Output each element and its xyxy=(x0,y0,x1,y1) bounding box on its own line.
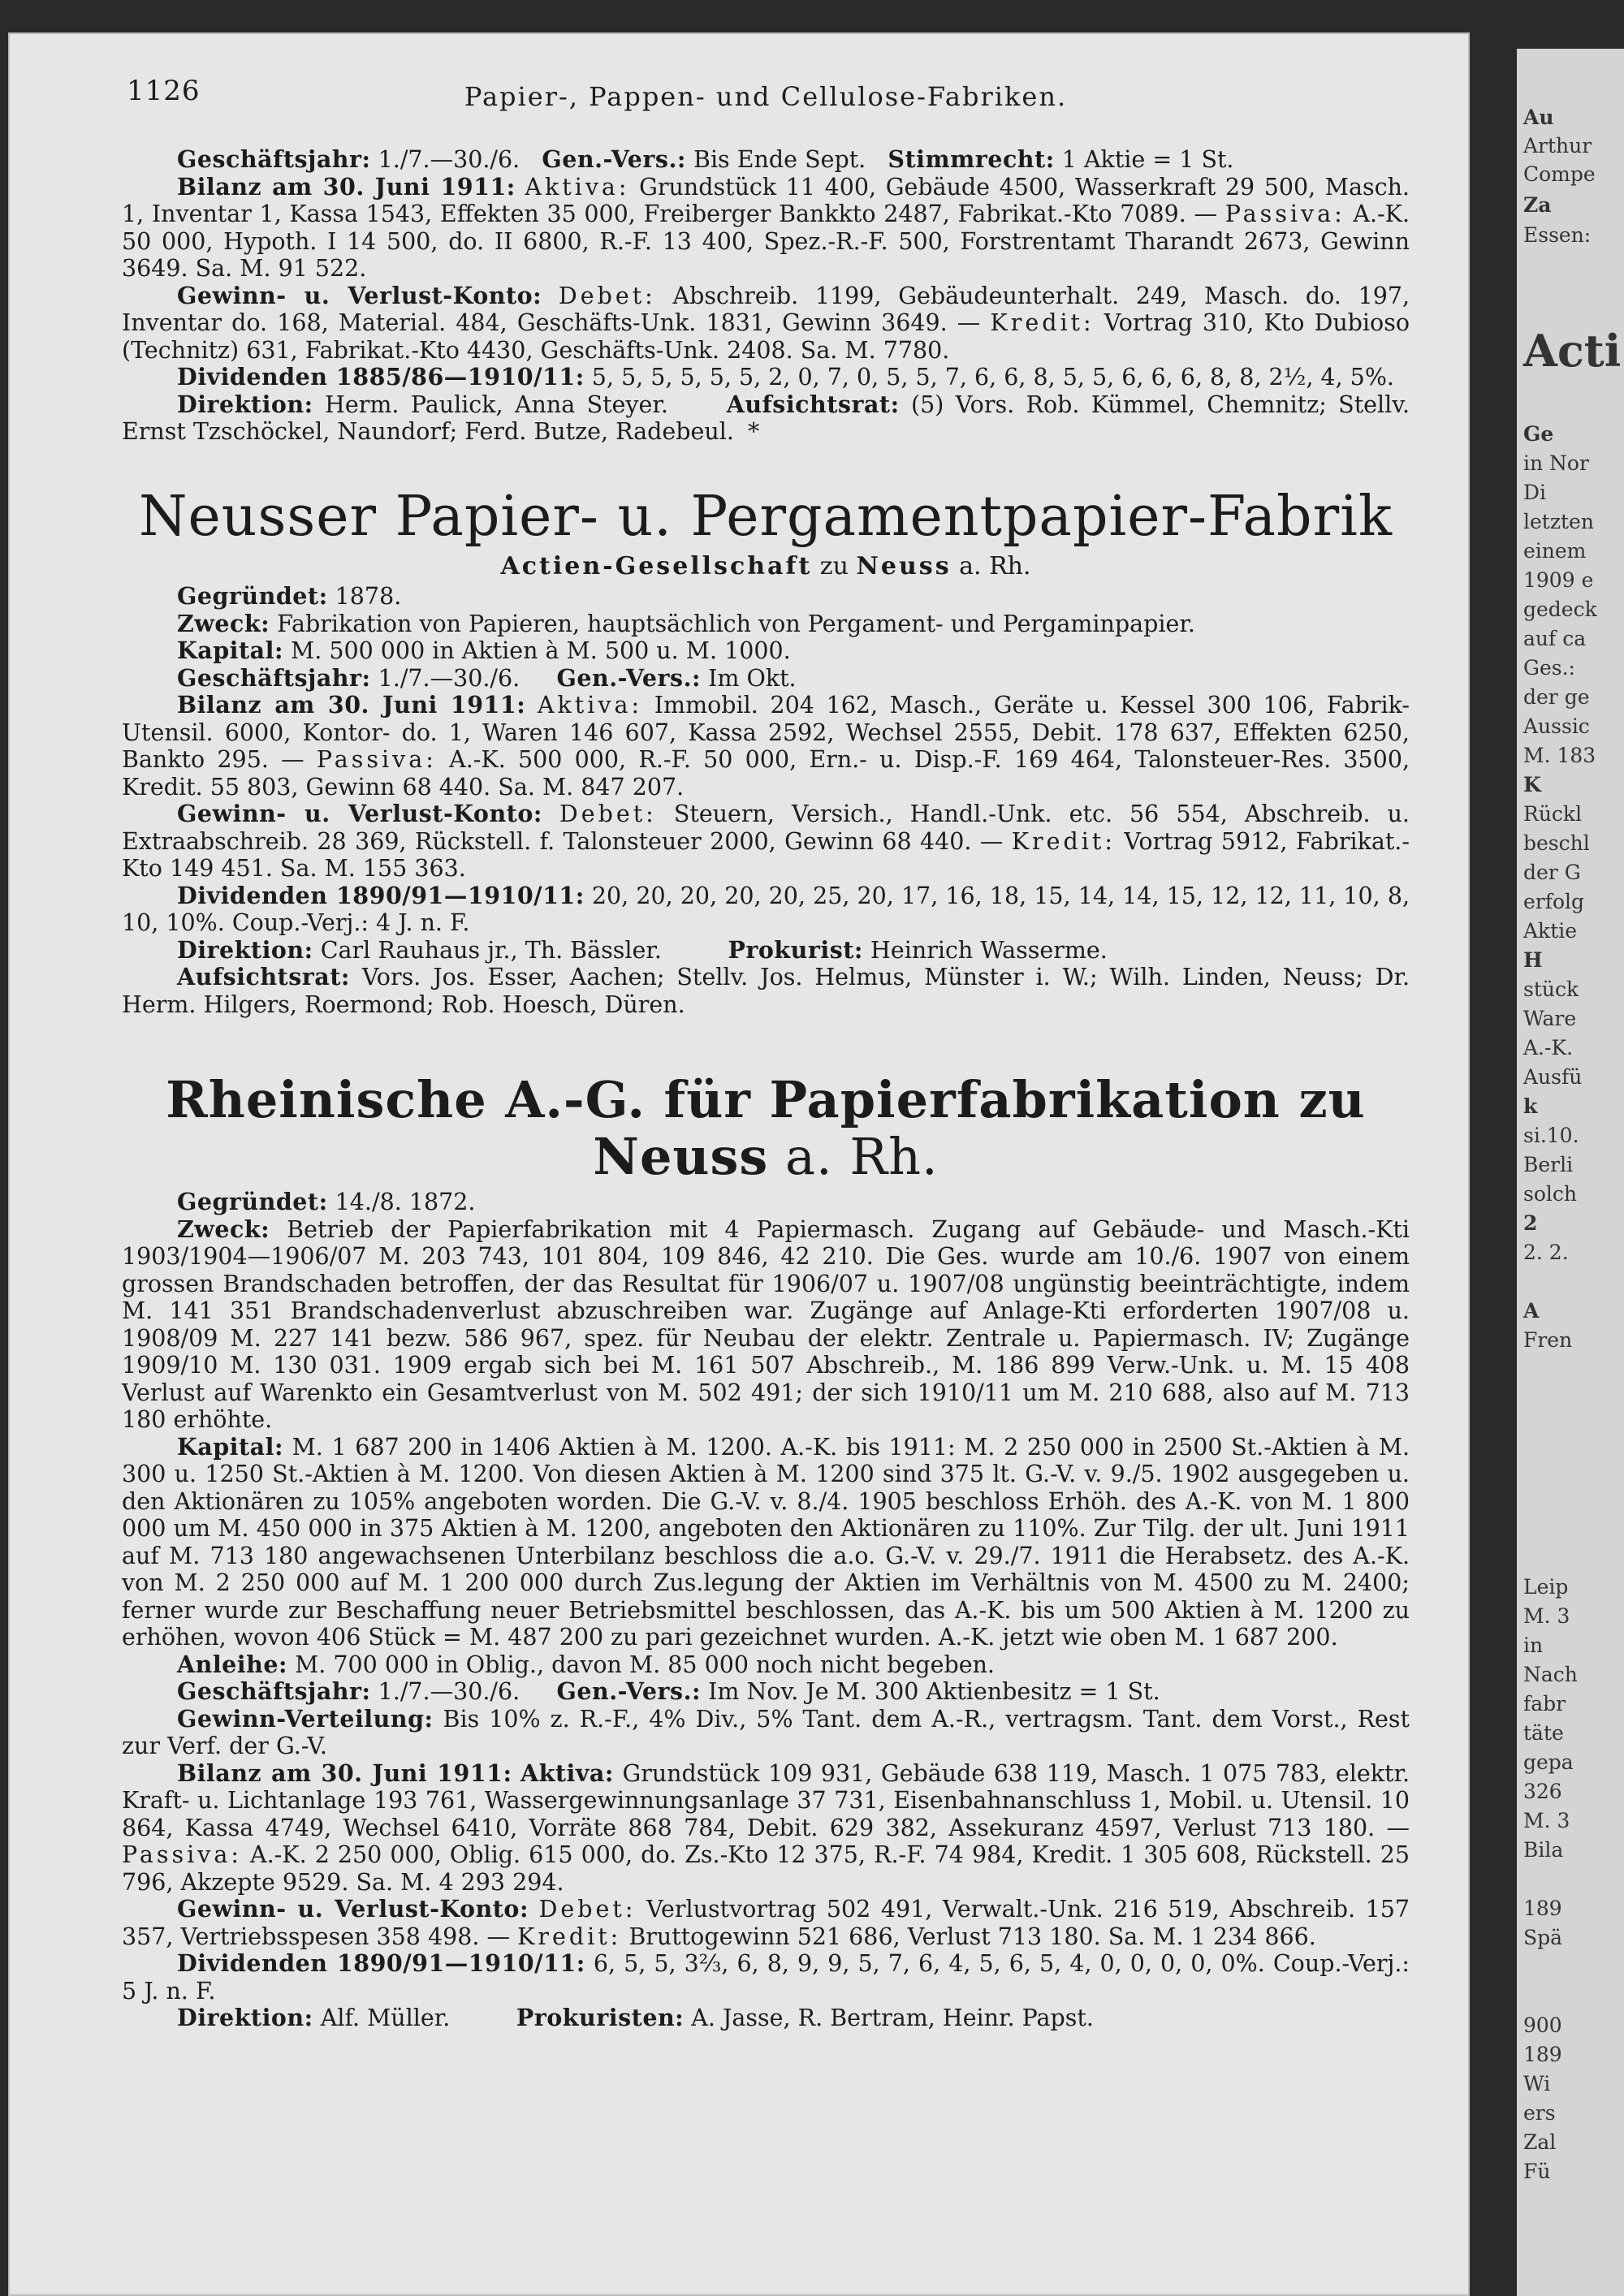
adjacent-page-fragment: Au xyxy=(1523,106,1554,129)
passiva-word: Passiva: xyxy=(1224,201,1345,227)
label: Geschäftsjahr: xyxy=(177,1677,371,1705)
adjacent-page-fragment: M. 3 xyxy=(1523,1809,1570,1832)
profit-loss-account xyxy=(122,801,1410,883)
dividends xyxy=(122,883,1410,937)
value: 14./8. 1872. xyxy=(335,1189,476,1215)
adjacent-page-fragment: in xyxy=(1523,1634,1544,1657)
dividends xyxy=(122,364,1410,391)
adjacent-page-fragment: fabr xyxy=(1523,1692,1566,1716)
supervisory-board xyxy=(122,964,1410,1018)
adjacent-page-fragment: Ausfü xyxy=(1523,1065,1583,1089)
kredit-word: Kredit: xyxy=(1011,827,1116,855)
value: 5, 5, 5, 5, 5, 5, 2, 0, 7, 0, 5, 5, 7, 6, 6, 8, 5, 5, 6, 6, 6, 8, 8, 2½, 4, 5%. xyxy=(591,364,1394,391)
label: Gewinn- u. Verlust-Konto: xyxy=(177,281,542,309)
value: Betrieb der Papierfabrikation mit 4 Papiermasch. Zugang auf Gebäude- und Masch.-Kti 1903/1904—1906/07 M. 203 743, 101 804, 109 846, 42 210. Die Ges. wurde am 10./6. 1907 von einem grossen Brandschaden betroffen, der das Resultat für 1906/07 u. 1907/08 ungünstig beeinträchtigte, indem M. 141 351 Brandschadenverlust abzuschreiben war. Zugänge auf Anlage-Kti erforderten 1907/08 u. 1908/09 M. 227 141 bezw. 586 967, spez. für Neubau der elektr. Zentrale u. Papiermasch. IV; Zugänge 1909/10 M. 130 031. 1909 ergab sich bei M. 161 507 Abschreib., M. 186 899 Verw.-Unk. u. M. 15 408 Verlust auf Warenkto ein Gesamtverlust von M. 502 491; der sich 1910/11 um M. 210 688, also auf M. 713 180 erhöhte. xyxy=(122,1215,1410,1433)
adjacent-page-fragment: 900 xyxy=(1523,2013,1562,2037)
adjacent-page-fragment: erfolg xyxy=(1523,890,1585,913)
adjacent-page-fragment: Berli xyxy=(1523,1153,1574,1176)
label: Gewinn- u. Verlust-Konto: xyxy=(177,1895,529,1923)
value: Heinrich Wasserme. xyxy=(870,936,1108,964)
value: 6, 5, 5, 3⅔, 6, 8, 9, 9, 5, 7, 6, 4, 5, 6, 5, 4, 0, 0, 0, 0, 0%. Coup.-Verj.: 5 J. n. F. xyxy=(122,1950,1410,2005)
adjacent-page-fragment: Fü xyxy=(1523,2160,1551,2183)
fiscal-year xyxy=(122,1678,1410,1706)
page-header xyxy=(122,49,1410,112)
passiva-text: A.-K. 50 000, Hypoth. I 14 500, do. II 6800, R.-F. 13 400, Spez.-R.-F. 500, Forstrentamt Tharandt 2673, Gewinn 3649. Sa. M. 91 522. xyxy=(122,201,1410,282)
label: Direktion: xyxy=(177,2004,313,2031)
label: Direktion: xyxy=(177,390,313,418)
adjacent-page-fragment: A.-K. xyxy=(1523,1036,1574,1060)
entry-previous-company xyxy=(122,146,1410,446)
capital xyxy=(122,637,1410,665)
subtitle-zu: zu xyxy=(819,551,849,580)
passiva-text: A.-K. 500 000, R.-F. 50 000, Ern.- u. Disp.-F. 169 464, Talonsteuer-Res. 3500, Kredit. 55 803, Gewinn 68 440. Sa. M. 847 207. xyxy=(122,746,1410,801)
adjacent-page-fragment: ers xyxy=(1523,2101,1556,2125)
adjacent-page-fragment: Fren xyxy=(1523,1328,1573,1352)
adjacent-page-fragment: täte xyxy=(1523,1721,1564,1745)
title-city: Neuss xyxy=(593,1127,769,1186)
entry-rheinische-ag xyxy=(122,1072,1410,2032)
adjacent-page-fragment: der G xyxy=(1523,861,1581,884)
value: 1./7.—30./6. xyxy=(378,1678,520,1705)
debet-text: Steuern, Versich., Handl.-Unk. etc. 56 554, Abschreib. u. Extraabschreib. 28 369, Rückstell. f. Talonsteuer 2000, Gewinn 68 440. — xyxy=(122,801,1410,855)
value: (5) Vors. Rob. Kümmel, Chemnitz; Stellv. Ernst Tzschöckel, Naundorf; Ferd. Butze, Radebeul. xyxy=(122,391,1410,445)
aktiva-word: Aktiva: xyxy=(537,692,643,719)
value: Carl Rauhaus jr., Th. Bässler. xyxy=(320,936,662,964)
fiscal-year xyxy=(122,665,1410,693)
label: Gewinn-Verteilung: xyxy=(177,1704,434,1733)
purpose xyxy=(122,611,1410,638)
adjacent-page-fragment: Spä xyxy=(1523,1926,1563,1949)
label: Bilanz am 30. Juni 1911: xyxy=(177,172,516,201)
adjacent-page-fragment: letzten xyxy=(1523,510,1594,533)
profit-loss-account xyxy=(122,1896,1410,1950)
adjacent-page-fragment: Bila xyxy=(1523,1838,1564,1862)
value: Alf. Müller. xyxy=(320,2005,451,2031)
label: Zweck: xyxy=(177,609,270,637)
adjacent-page-fragment: H xyxy=(1523,948,1543,972)
asterisk-mark: * xyxy=(748,418,760,445)
label: Zweck: xyxy=(177,1215,270,1243)
label: Kapital: xyxy=(177,637,283,664)
label: Dividenden 1890/91—1910/11: xyxy=(177,881,585,909)
adjacent-page-fragment: Wi xyxy=(1523,2072,1551,2095)
adjacent-page-fragment: beschl xyxy=(1523,831,1590,855)
profit-loss-account xyxy=(122,283,1410,365)
value: M. 1 687 200 in 1406 Aktien à M. 1200. A.-K. bis 1911: M. 2 250 000 in 2500 St.-Aktien à M. 300 u. 1250 St.-Aktien à M. 1200. Von diesen Aktien à M. 1200 sind 375 lt. G.-V. v. 9./5. 1902 ausgegeben u. den Aktionären zu 105% angeboten worden. Die G.-V. v. 8./4. 1905 beschloss Erhöh. des A.-K. von M. 1 800 000 um M. 450 000 in 375 Aktien à M. 1200, angeboten den Aktionären zu 110%. Zur Tilg. der ult. Juni 1911 auf M. 713 180 angewachsenen Unterbilanz beschloss die a.o. G.-V. v. 29./7. 1911 die Herabsetz. des A.-K. von M. 2 250 000 auf M. 1 200 000 durch Zus.legung der Aktien im Verhältnis von M. 4500 zu M. 2400; ferner wurde zur Beschaffung neuer Betriebsmittel beschlossen, das A.-K. bis um 500 Aktien à M. 1200 zu erhöhen, wovon 406 Stück = M. 487 200 zu pari gezeichnet wurden. A.-K. jetzt wie oben M. 1 687 200. xyxy=(122,1433,1410,1651)
adjacent-page-fragment: Aktie xyxy=(1523,919,1578,943)
founded xyxy=(122,583,1410,611)
adjacent-page-fragment: si.10. xyxy=(1523,1124,1579,1147)
value: A. Jasse, R. Bertram, Heinr. Papst. xyxy=(691,2005,1094,2031)
adjacent-page-fragment: M. 3 xyxy=(1523,1604,1570,1628)
passiva-text: A.-K. 2 250 000, Oblig. 615 000, do. Zs.-Kto 12 375, R.-F. 74 984, Kredit. 1 305 608, Rückstell. 25 796, Akzepte 9529. Sa. M. 4 293 294. xyxy=(122,1841,1410,1896)
label: Anleihe: xyxy=(177,1650,287,1678)
adjacent-page-fragment: Rückl xyxy=(1523,802,1583,826)
label: Gen.-Vers.: xyxy=(556,1677,702,1705)
adjacent-page-fragment: Aussic xyxy=(1523,714,1590,738)
label: Direktion: xyxy=(177,935,313,964)
value: Im Nov. Je M. 300 Aktienbesitz = 1 St. xyxy=(708,1678,1160,1705)
value: 20, 20, 20, 20, 20, 25, 20, 17, 16, 18, 15, 14, 14, 15, 12, 12, 11, 10, 8, 10, 10%. Coup.-Verj.: 4 J. n. F. xyxy=(122,882,1410,936)
adjacent-page-fragment: Ge xyxy=(1523,422,1554,446)
profit-distribution xyxy=(122,1706,1410,1760)
adjacent-page-fragment: Acti xyxy=(1523,325,1622,377)
debet-text: Verlustvortrag 502 491, Verwalt.-Unk. 216 519, Abschreib. 157 357, Vertriebsspesen 358 498. — xyxy=(122,1896,1410,1950)
label: Geschäftsjahr: xyxy=(177,145,371,173)
kredit-word: Kredit: xyxy=(517,1923,622,1950)
page-number: 1126 xyxy=(127,75,201,107)
balance-sheet xyxy=(122,174,1410,283)
adjacent-page-fragment: A xyxy=(1523,1299,1540,1323)
adjacent-page-fragment: k xyxy=(1523,1094,1538,1118)
adjacent-page-fragment: Essen: xyxy=(1523,223,1592,247)
adjacent-page-fragment: Ges.: xyxy=(1523,656,1575,680)
label: Dividenden 1885/86—1910/11: xyxy=(177,363,585,391)
management xyxy=(122,937,1410,965)
capital xyxy=(122,1434,1410,1651)
kredit-text: Vortrag 310, Kto Dubioso (Technitz) 631, Fabrikat.-Kto 4430, Geschäfts-Unk. 2408. Sa. M. 7780. xyxy=(122,309,1410,364)
value: Fabrikation von Papieren, hauptsächlich von Pergament- und Pergaminpapier. xyxy=(277,610,1195,637)
adjacent-page-fragment: Zal xyxy=(1523,2130,1557,2154)
value: 1./7.—30./6. xyxy=(378,146,520,173)
debet-word: Debet: xyxy=(538,1896,637,1923)
adjacent-page-fragment: der ge xyxy=(1523,685,1590,709)
passiva-word: Passiva: xyxy=(122,1841,242,1868)
label: Bilanz am 30. Juni 1911: xyxy=(177,691,526,719)
company-title xyxy=(122,1072,1410,1185)
value: 1./7.—30./6. xyxy=(378,664,520,692)
adjacent-page-fragment: Compe xyxy=(1523,162,1596,186)
kredit-word: Kredit: xyxy=(990,309,1095,336)
board xyxy=(122,391,1410,446)
aktiva-word: Aktiva: xyxy=(525,173,630,201)
title-rest: a. Rh. xyxy=(785,1127,939,1186)
label: Kapital: xyxy=(177,1432,283,1461)
subtitle-city: Neuss xyxy=(856,551,952,580)
kredit-text: Bruttogewinn 521 686, Verlust 713 180. Sa. M. 1 234 866. xyxy=(628,1923,1316,1950)
value: Vors. Jos. Esser, Aachen; Stellv. Jos. Helmus, Münster i. W.; Wilh. Linden, Neuss; Dr. Herm. Hilgers, Roermond; Rob. Hoesch, Düren. xyxy=(122,964,1410,1018)
passiva-word: Passiva: xyxy=(316,746,437,773)
purpose xyxy=(122,1216,1410,1434)
subtitle-company-form: Actien-Gesellschaft xyxy=(500,551,813,580)
running-title: Papier-, Pappen- und Cellulose-Fabriken. xyxy=(464,81,1068,112)
label: Aufsichtsrat: xyxy=(726,390,900,418)
balance-sheet xyxy=(122,692,1410,801)
value: Im Okt. xyxy=(708,664,797,692)
adjacent-page-fragment: gepa xyxy=(1523,1750,1574,1774)
adjacent-page-fragment: Arthur xyxy=(1523,134,1592,158)
kredit-text: Vortrag 5912, Fabrikat.-Kto 149 451. Sa. M. 155 363. xyxy=(122,827,1410,882)
aktiva-text: Immobil. 204 162, Masch., Geräte u. Kessel 300 106, Fabrik-Utensil. 6000, Kontor- do. 1, Waren 146 607, Kassa 2592, Wechsel 2555, Debit. 178 637, Effekten 6250, Bankto 295. — xyxy=(122,692,1410,773)
company-subtitle xyxy=(122,553,1410,580)
adjacent-page-fragment: auf ca xyxy=(1523,627,1587,650)
debet-word: Debet: xyxy=(559,801,657,827)
label: Bilanz am 30. Juni 1911: xyxy=(177,1759,512,1787)
label: Dividenden 1890/91—1910/11: xyxy=(177,1949,585,1977)
adjacent-page-edge xyxy=(1517,49,1624,2296)
balance-sheet xyxy=(122,1760,1410,1897)
adjacent-page-fragment: Za xyxy=(1523,193,1552,217)
management xyxy=(122,2005,1410,2032)
adjacent-page-fragment: gedeck xyxy=(1523,598,1597,621)
adjacent-page-fragment: 189 xyxy=(1523,2043,1562,2066)
entry-line xyxy=(122,146,1410,174)
label: Geschäftsjahr: xyxy=(177,663,371,692)
adjacent-page-fragment: M. 183 xyxy=(1523,744,1596,767)
founded xyxy=(122,1189,1410,1216)
label: Prokuristen: xyxy=(516,2004,685,2031)
adjacent-page-fragment: 326 xyxy=(1523,1780,1562,1803)
entry-neusser-papier xyxy=(122,484,1410,1019)
adjacent-page-fragment: in Nor xyxy=(1523,451,1589,475)
adjacent-page-fragment: 189 xyxy=(1523,1897,1562,1920)
aktiva-text: Grundstück 11 400, Gebäude 4500, Wasserkraft 29 500, Masch. 1, Inventar 1, Kassa 1543, Effekten 35 000, Freiberger Bankkto 2487, Fabrikat.-Kto 7089. — xyxy=(122,173,1410,227)
adjacent-page-fragment: einem xyxy=(1523,539,1587,563)
adjacent-page-fragment: Di xyxy=(1523,481,1547,504)
bond xyxy=(122,1651,1410,1679)
debet-word: Debet: xyxy=(558,282,656,309)
adjacent-page-fragment: K xyxy=(1523,773,1541,796)
value: M. 700 000 in Oblig., davon M. 85 000 noch nicht begeben. xyxy=(295,1651,995,1678)
value: 1 Aktie = 1 St. xyxy=(1061,146,1234,173)
label: Gegründet: xyxy=(177,582,328,610)
label: Gegründet: xyxy=(177,1188,328,1215)
title-main: Rheinische A.-G. für Papierfabrikation zu xyxy=(166,1070,1366,1129)
adjacent-page-fragment: 2. 2. xyxy=(1523,1241,1569,1264)
company-title: Neusser Papier- u. Pergamentpapier-Fabrik xyxy=(138,484,1393,549)
value: M. 500 000 in Aktien à M. 500 u. M. 1000. xyxy=(291,637,791,664)
adjacent-page-fragment: 2 xyxy=(1523,1211,1538,1235)
aktiva-text: Grundstück 109 931, Gebäude 638 119, Masch. 1 075 783, elektr. Kraft- u. Lichtanlage 193 761, Wassergewinnungsanlage 37 731, Eisenbahnanschluss 1, Mobil. u. Utensil. 10 864, Kassa 4749, Wechsel 6410, Vorräte 868 784, Debit. 629 382, Assekuranz 4597, Verlust 713 180. — xyxy=(122,1759,1410,1841)
debet-text: Abschreib. 1199, Gebäudeunterhalt. 249, Masch. do. 197, Inventar do. 168, Material. 484, Geschäfts-Unk. 1831, Gewinn 3649. — xyxy=(122,282,1410,336)
value: Herm. Paulick, Anna Steyer. xyxy=(325,391,668,418)
adjacent-page-fragment: Leip xyxy=(1523,1575,1569,1599)
label: Prokurist: xyxy=(728,935,863,964)
label: Gen.-Vers.: xyxy=(556,663,702,692)
aktiva-word: Aktiva: xyxy=(520,1759,614,1787)
page-body xyxy=(122,146,1410,2032)
dividends xyxy=(122,1950,1410,2005)
value: Bis 10% z. R.-F., 4% Div., 5% Tant. dem A.-R., vertragsm. Tant. dem Vorst., Rest zur Verf. der G.-V. xyxy=(122,1705,1410,1759)
value: 1878. xyxy=(335,583,402,610)
label: Gen.-Vers.: xyxy=(542,145,686,173)
label: Aufsichtsrat: xyxy=(177,963,350,990)
subtitle-rest: a. Rh. xyxy=(959,551,1031,580)
adjacent-page-fragment: 1909 e xyxy=(1523,568,1594,592)
label: Gewinn- u. Verlust-Konto: xyxy=(177,800,542,827)
adjacent-page-fragment: stück xyxy=(1523,978,1579,1001)
label: Stimmrecht: xyxy=(888,145,1055,173)
adjacent-page-fragment: solch xyxy=(1523,1182,1577,1206)
value: Bis Ende Sept. xyxy=(693,146,866,173)
adjacent-page-fragment: Nach xyxy=(1523,1663,1578,1686)
adjacent-page-fragment: Ware xyxy=(1523,1007,1577,1030)
